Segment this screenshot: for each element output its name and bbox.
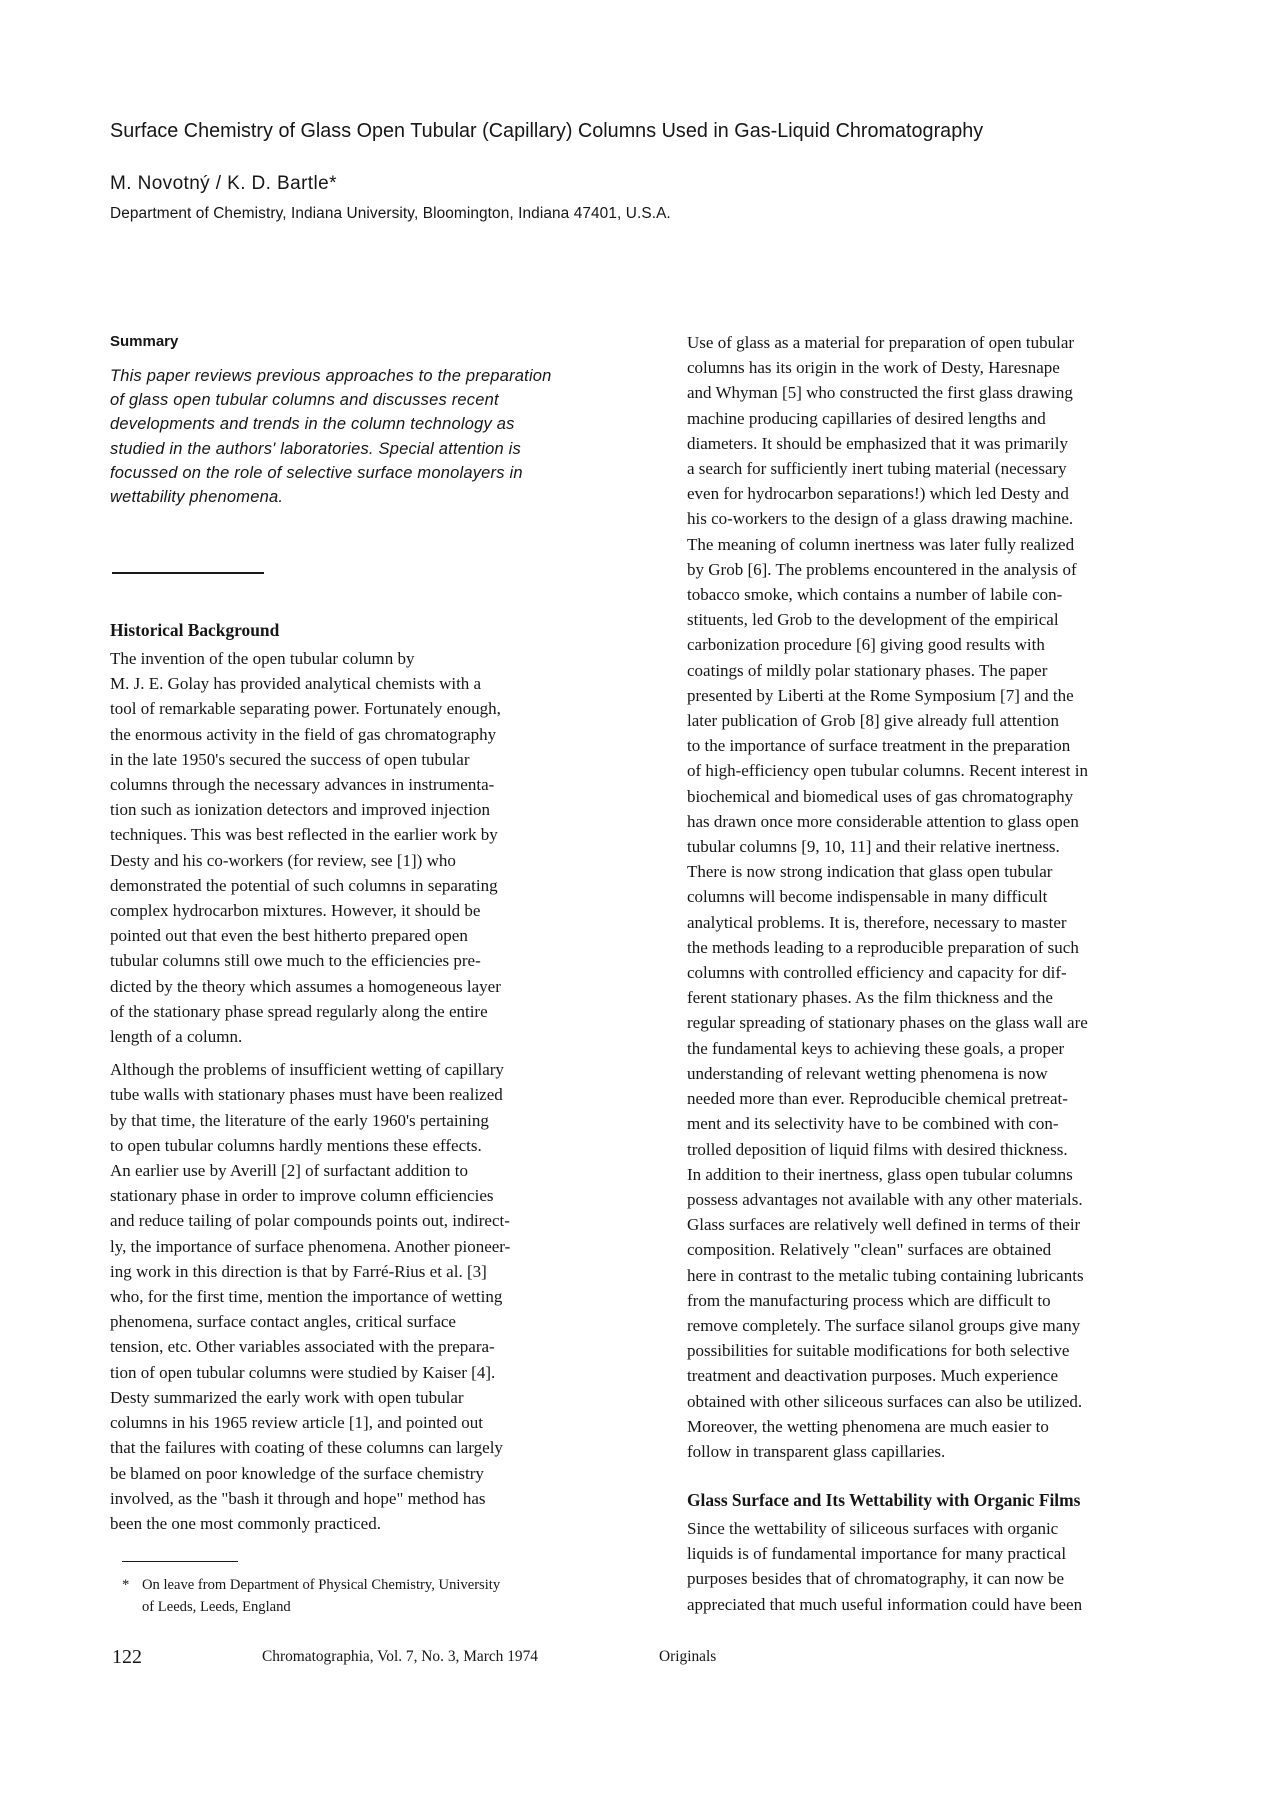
summary-line: of glass open tubular columns and discusses recent (110, 391, 499, 410)
text-line: been the one most commonly practiced. (110, 1513, 381, 1533)
paper-title: Surface Chemistry of Glass Open Tubular (Capillary) Columns Used in Gas-Liquid Chromatography (110, 119, 984, 142)
text-line: The invention of the open tubular column by (110, 649, 415, 668)
text-line: techniques. This was best reflected in the earlier work by (110, 825, 498, 845)
text-line: Glass surfaces are relatively well defined in terms of their (687, 1215, 1081, 1235)
text-line: ment and its selectivity have to be combined with con- (687, 1114, 1059, 1134)
text-line: coatings of mildly polar stationary phases. The paper (687, 660, 1048, 680)
text-line: tension, etc. Other variables associated with the prepara- (110, 1337, 495, 1357)
text-line: the methods leading to a reproducible preparation of such (687, 937, 1079, 957)
text-line: regular spreading of stationary phases on the glass wall are (687, 1013, 1088, 1033)
section-heading-historical-background: Historical Background (110, 620, 280, 640)
paragraph (687, 330, 1197, 1464)
summary-line: wettability phenomena. (110, 488, 284, 507)
text-line: carbonization procedure [6] giving good results with (687, 635, 1045, 655)
text-line: machine producing capillaries of desired lengths and (687, 408, 1046, 428)
author-list: M. Novotný / K. D. Bartle* (110, 173, 337, 194)
text-line: An earlier use by Averill [2] of surfactant addition to (110, 1161, 468, 1181)
text-line: obtained with other siliceous surfaces can also be utilized. (687, 1391, 1083, 1411)
text-line: needed more than ever. Reproducible chemical pretreat- (687, 1089, 1068, 1109)
paragraph (110, 1057, 640, 1536)
text-line: tobacco smoke, which contains a number of labile con- (687, 585, 1063, 605)
text-line: the fundamental keys to achieving these goals, a proper (687, 1038, 1065, 1058)
text-line: stituents, led Grob to the development of the empirical (687, 610, 1059, 630)
text-line: here in contrast to the metalic tubing containing lubricants (687, 1265, 1084, 1285)
footnote-line (122, 1574, 500, 1596)
text-line: by that time, the literature of the early 1960's pertaining (110, 1110, 489, 1130)
text-line: There is now strong indication that glass open tubular (687, 862, 1053, 882)
section-heading-glass-surface: Glass Surface and Its Wettability with Organic Films (687, 1490, 1081, 1510)
footnote-divider (122, 1561, 238, 1562)
text-line: Since the wettability of siliceous surfaces with organic (687, 1519, 1059, 1538)
text-line: columns will become indispensable in many difficult (687, 887, 1048, 907)
text-line: by Grob [6]. The problems encountered in the analysis of (687, 559, 1077, 579)
text-line: possibilities for suitable modifications for both selective (687, 1341, 1070, 1361)
text-line: M. J. E. Golay has provided analytical chemists with a (110, 674, 482, 694)
text-line: tubular columns still owe much to the efficiencies pre- (110, 951, 481, 971)
text-line: Desty and his co-workers (for review, see [1]) who (110, 850, 456, 870)
text-line: be blamed on poor knowledge of the surface chemistry (110, 1463, 484, 1483)
summary-line: developments and trends in the column technology as (110, 415, 515, 434)
text-line: even for hydrocarbon separations!) which led Desty and (687, 484, 1069, 504)
text-line: a search for sufficiently inert tubing material (necessary (687, 459, 1067, 479)
text-line: tion such as ionization detectors and improved injection (110, 800, 491, 820)
text-line: ly, the importance of surface phenomena. Another pioneer- (110, 1236, 511, 1256)
text-line: ing work in this direction is that by Farré-Rius et al. [3] (110, 1261, 487, 1281)
text-line: composition. Relatively "clean" surfaces are obtained (687, 1240, 1052, 1260)
text-line: pointed out that even the best hitherto prepared open (110, 926, 468, 946)
journal-citation: Chromatographia, Vol. 7, No. 3, March 1974 (262, 1648, 539, 1665)
right-column-body (687, 330, 1197, 1464)
text-line: from the manufacturing process which are difficult to (687, 1290, 1051, 1310)
text-line: trolled deposition of liquid films with desired thickness. (687, 1139, 1068, 1159)
text-line: Moreover, the wetting phenomena are much easier to (687, 1416, 1049, 1436)
text-line: and reduce tailing of polar compounds points out, indirect- (110, 1211, 510, 1231)
text-line: tion of open tubular columns were studied by Kaiser [4]. (110, 1362, 496, 1382)
text-line: possess advantages not available with any other materials. (687, 1189, 1083, 1209)
text-line: to open tubular columns hardly mentions these effects. (110, 1135, 482, 1155)
text-line: Use of glass as a material for preparation of open tubular (687, 333, 1075, 352)
text-line: involved, as the "bash it through and hope" method has (110, 1488, 486, 1508)
summary-heading: Summary (110, 333, 179, 350)
text-line: his co-workers to the design of a glass drawing machine. (687, 509, 1074, 529)
text-line: tubular columns [9, 10, 11] and their relative inertness. (687, 837, 1060, 857)
footnote-line: of Leeds, Leeds, England (142, 1599, 291, 1615)
text-line: tool of remarkable separating power. Fortunately enough, (110, 699, 501, 719)
text-line: Although the problems of insufficient wetting of capillary (110, 1060, 504, 1080)
text-line: columns in his 1965 review article [1], and pointed out (110, 1413, 483, 1433)
footnote-text: On leave from Department of Physical Chemistry, University (142, 1577, 501, 1593)
text-line: complex hydrocarbon mixtures. However, it should be (110, 901, 481, 921)
summary-abstract (110, 364, 630, 509)
text-line: phenomena, surface contact angles, critical surface (110, 1312, 456, 1332)
text-line: to the importance of surface treatment in the preparation (687, 736, 1071, 756)
text-line: purposes besides that of chromatography, it can now be (687, 1569, 1065, 1589)
text-line: of high-efficiency open tubular columns. Recent interest in (687, 761, 1088, 781)
text-line: In addition to their inertness, glass open tubular columns (687, 1164, 1073, 1184)
footnote (122, 1574, 500, 1618)
summary-line: focussed on the role of selective surface monolayers in (110, 463, 523, 482)
paragraph (110, 646, 640, 1049)
affiliation: Department of Chemistry, Indiana University, Bloomington, Indiana 47401, U.S.A. (110, 205, 671, 222)
text-line: The meaning of column inertness was later fully realized (687, 534, 1075, 554)
text-line: biochemical and biomedical uses of gas chromatography (687, 786, 1074, 806)
text-line: has drawn once more considerable attention to glass open (687, 811, 1079, 831)
text-line: follow in transparent glass capillaries. (687, 1441, 946, 1461)
text-line: understanding of relevant wetting phenomena is now (687, 1063, 1048, 1083)
text-line: columns through the necessary advances in instrumenta- (110, 775, 495, 795)
section-label: Originals (659, 1648, 717, 1665)
text-line: columns has its origin in the work of Desty, Haresnape (687, 358, 1060, 378)
text-line: treatment and deactivation purposes. Much experience (687, 1366, 1059, 1386)
text-line: length of a column. (110, 1027, 243, 1047)
text-line: remove completely. The surface silanol groups give many (687, 1315, 1081, 1335)
text-line: of the stationary phase spread regularly along the entire (110, 1001, 488, 1021)
text-line: stationary phase in order to improve column efficiencies (110, 1186, 494, 1206)
text-line: ferent stationary phases. As the film thickness and the (687, 988, 1053, 1008)
page-number: 122 (112, 1646, 142, 1668)
text-line: presented by Liberti at the Rome Symposium [7] and the (687, 685, 1074, 705)
summary-line: This paper reviews previous approaches to the preparation (110, 367, 552, 385)
text-line: dicted by the theory which assumes a homogeneous layer (110, 976, 501, 996)
left-column-body (110, 646, 640, 1536)
paragraph-gap (110, 1049, 640, 1057)
text-line: analytical problems. It is, therefore, necessary to master (687, 912, 1067, 932)
text-line: who, for the first time, mention the importance of wetting (110, 1287, 503, 1307)
text-line: diameters. It should be emphasized that it was primarily (687, 433, 1068, 453)
text-line: that the failures with coating of these columns can largely (110, 1438, 503, 1458)
text-line: appreciated that much useful information could have been (687, 1594, 1083, 1614)
summary-divider (112, 572, 264, 574)
text-line: and Whyman [5] who constructed the first glass drawing (687, 383, 1073, 403)
text-line: demonstrated the potential of such columns in separating (110, 875, 498, 895)
text-line: Desty summarized the early work with open tubular (110, 1387, 464, 1407)
footnote-marker: * (122, 1577, 130, 1593)
summary-line: studied in the authors' laboratories. Special attention is (110, 439, 521, 458)
text-line: later publication of Grob [8] give already full attention (687, 711, 1059, 731)
text-line: columns with controlled efficiency and capacity for dif- (687, 963, 1067, 983)
text-line: the enormous activity in the field of gas chromatography (110, 724, 497, 744)
text-line: in the late 1950's secured the success of open tubular (110, 749, 470, 769)
text-line: tube walls with stationary phases must have been realized (110, 1085, 503, 1105)
right-column-continuation (687, 1516, 1197, 1617)
text-line: liquids is of fundamental importance for many practical (687, 1544, 1067, 1564)
